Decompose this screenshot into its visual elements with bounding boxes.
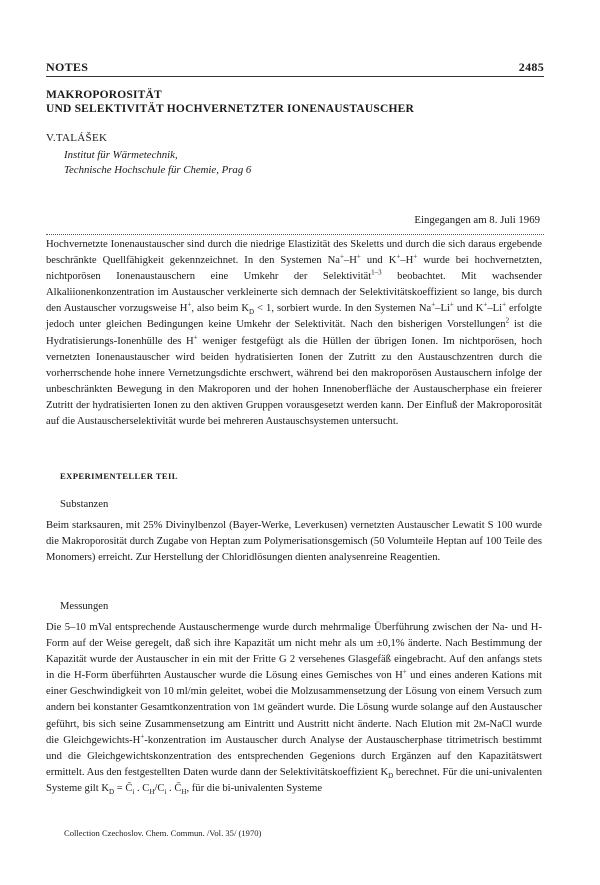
- journal-footer: Collection Czechoslov. Chem. Commun. /Vol. 35/ (1970): [64, 828, 262, 838]
- received-date: Eingegangen am 8. Juli 1969: [414, 214, 540, 226]
- title-line-1: MAKROPOROSITÄT: [46, 89, 162, 101]
- author-name: V.TALÁŠEK: [46, 132, 108, 144]
- article-title: [46, 88, 544, 116]
- subheading-messungen: Messungen: [60, 601, 109, 612]
- affiliation: [64, 148, 251, 178]
- section-label: NOTES: [46, 60, 89, 74]
- section-heading: EXPERIMENTELLER TEIL: [60, 471, 178, 481]
- paragraph-substanzen: Beim starksauren, mit 25% Divinylbenzol (Bayer-Werke, Leverkusen) vernetzten Austauscher Lewatit S 100 wurde die Makroporosität durch Zugabe von Heptan zum Polymerisationsgemisch (50 Volumteile Heptan auf 100 Teile des Monomers) erreicht. Zur Herstellung der Chloridlösungen dienten analysenreine Reagentien.: [46, 520, 542, 564]
- running-header: [46, 60, 544, 75]
- paragraph-messungen: Die 5–10 mVal entsprechende Austauschermenge wurde durch mehrmalige Überführung zwischen der Na- und H-Form auf der Weise geregelt, daß sich ihre Kapazität um nicht mehr als um ±0,1% änderte. Nach Bestimmung der Kapazität wurde der Austauscher in ein mit der Fritte G 2 versehenes Glasgefäß eingebracht. Auf den anfangs stets in die H-Form überführten Austauscher wurde die Lösung eines Gemisches von H+ und eines anderen Kations mit einer Geschwindigkeit von 10 ml/min geleitet, wobei die Molzusammensetzung der Lösung von einem Versuch zum andern bei konstanter Gesamtkonzentration von 1M geändert wurde. Die Lösung wurde solange auf den Austauscher geführt, bis sich seine Zusammensetzung am Eintritt und Austritt nicht änderte. Nach Elution mit 2M-NaCl wurde die Gleichgewichts-H+-konzentration im Austauscher durch Analyse der Austauscherphase titrimetrisch bestimmt und die Gleichgewichtskonzentration des entsprechenden Gegenions durch Ergänzen auf den Kapazitätswert ermittelt. Aus den festgestellten Daten wurde dann der Selektivitätskoeffizient $K_D$ berechnet. Für die uni-univalenten Systeme gilt $K_D$ = $C̄_i$ . $C_H/C_i$ . $C̄_H$, für die bi-univalenten Systeme: [46, 622, 543, 797]
- abstract-rule: [46, 234, 544, 235]
- title-line-2: UND SELEKTIVITÄT HOCHVERNETZTER IONENAUSTAUSCHER: [46, 103, 414, 115]
- affiliation-line-1: Institut für Wärmetechnik,: [64, 149, 178, 161]
- page-number: 2485: [518, 60, 544, 74]
- header-rule: [46, 76, 544, 77]
- affiliation-line-2: Technische Hochschule für Chemie, Prag 6: [64, 164, 252, 176]
- abstract-text: Hochvernetzte Ionenaustauscher sind durch die niedrige Elastizität des Skeletts und durch die sich daraus ergebende beschränkte Quellfähigkeit gekennzeichnet. In den Systemen Na+–H+ und K+–H+ wurde bei hochvernetzten, nichtporösen Ionenaustauschern eine Umkehr der Selektivität$^{1-3}$ beobachtet. Mit wachsender Alkaliionenkonzentration im Austauscher verkleinerte sich demnach der Selektivitätskoeffizient so lange, bis durch den Austauscher vorzugsweise H+, also beim $K_D < 1$, sorbiert wurde. In den Systemen Na+–Li+ und K+–Li+ erfolgte jedoch unter gleichen Bedingungen keine Umkehr der Selektivität. Nach den bisherigen Vorstellungen$^2$ ist die Hydratisierungs-Ionenhülle des H+ weniger festgefügt als die Hüllen der übrigen Ionen. Im nichtporösen, hoch vernetzten Ionenaustauscher wird beiden hydratisierten Ionen der Zutritt zu den Austauschzentren durch die vorherrschende hohe innere Vernetzungsdichte erschwert, während bei den makroporösen Austauschern infolge der unbeschränkten Bewegung in den Makroporen und der hohen Innenoberfläche der Austauscherphase ein freierer Zutritt der hydratisierten Ionen zu den aktiven Gruppen vorausgesetzt werden kann. Der Einfluß der Makroporosität auf die Austauscherselektivität wurde bei mehreren Austauschsystemen untersucht.: [46, 239, 542, 428]
- subheading-substanzen: Substanzen: [60, 499, 109, 510]
